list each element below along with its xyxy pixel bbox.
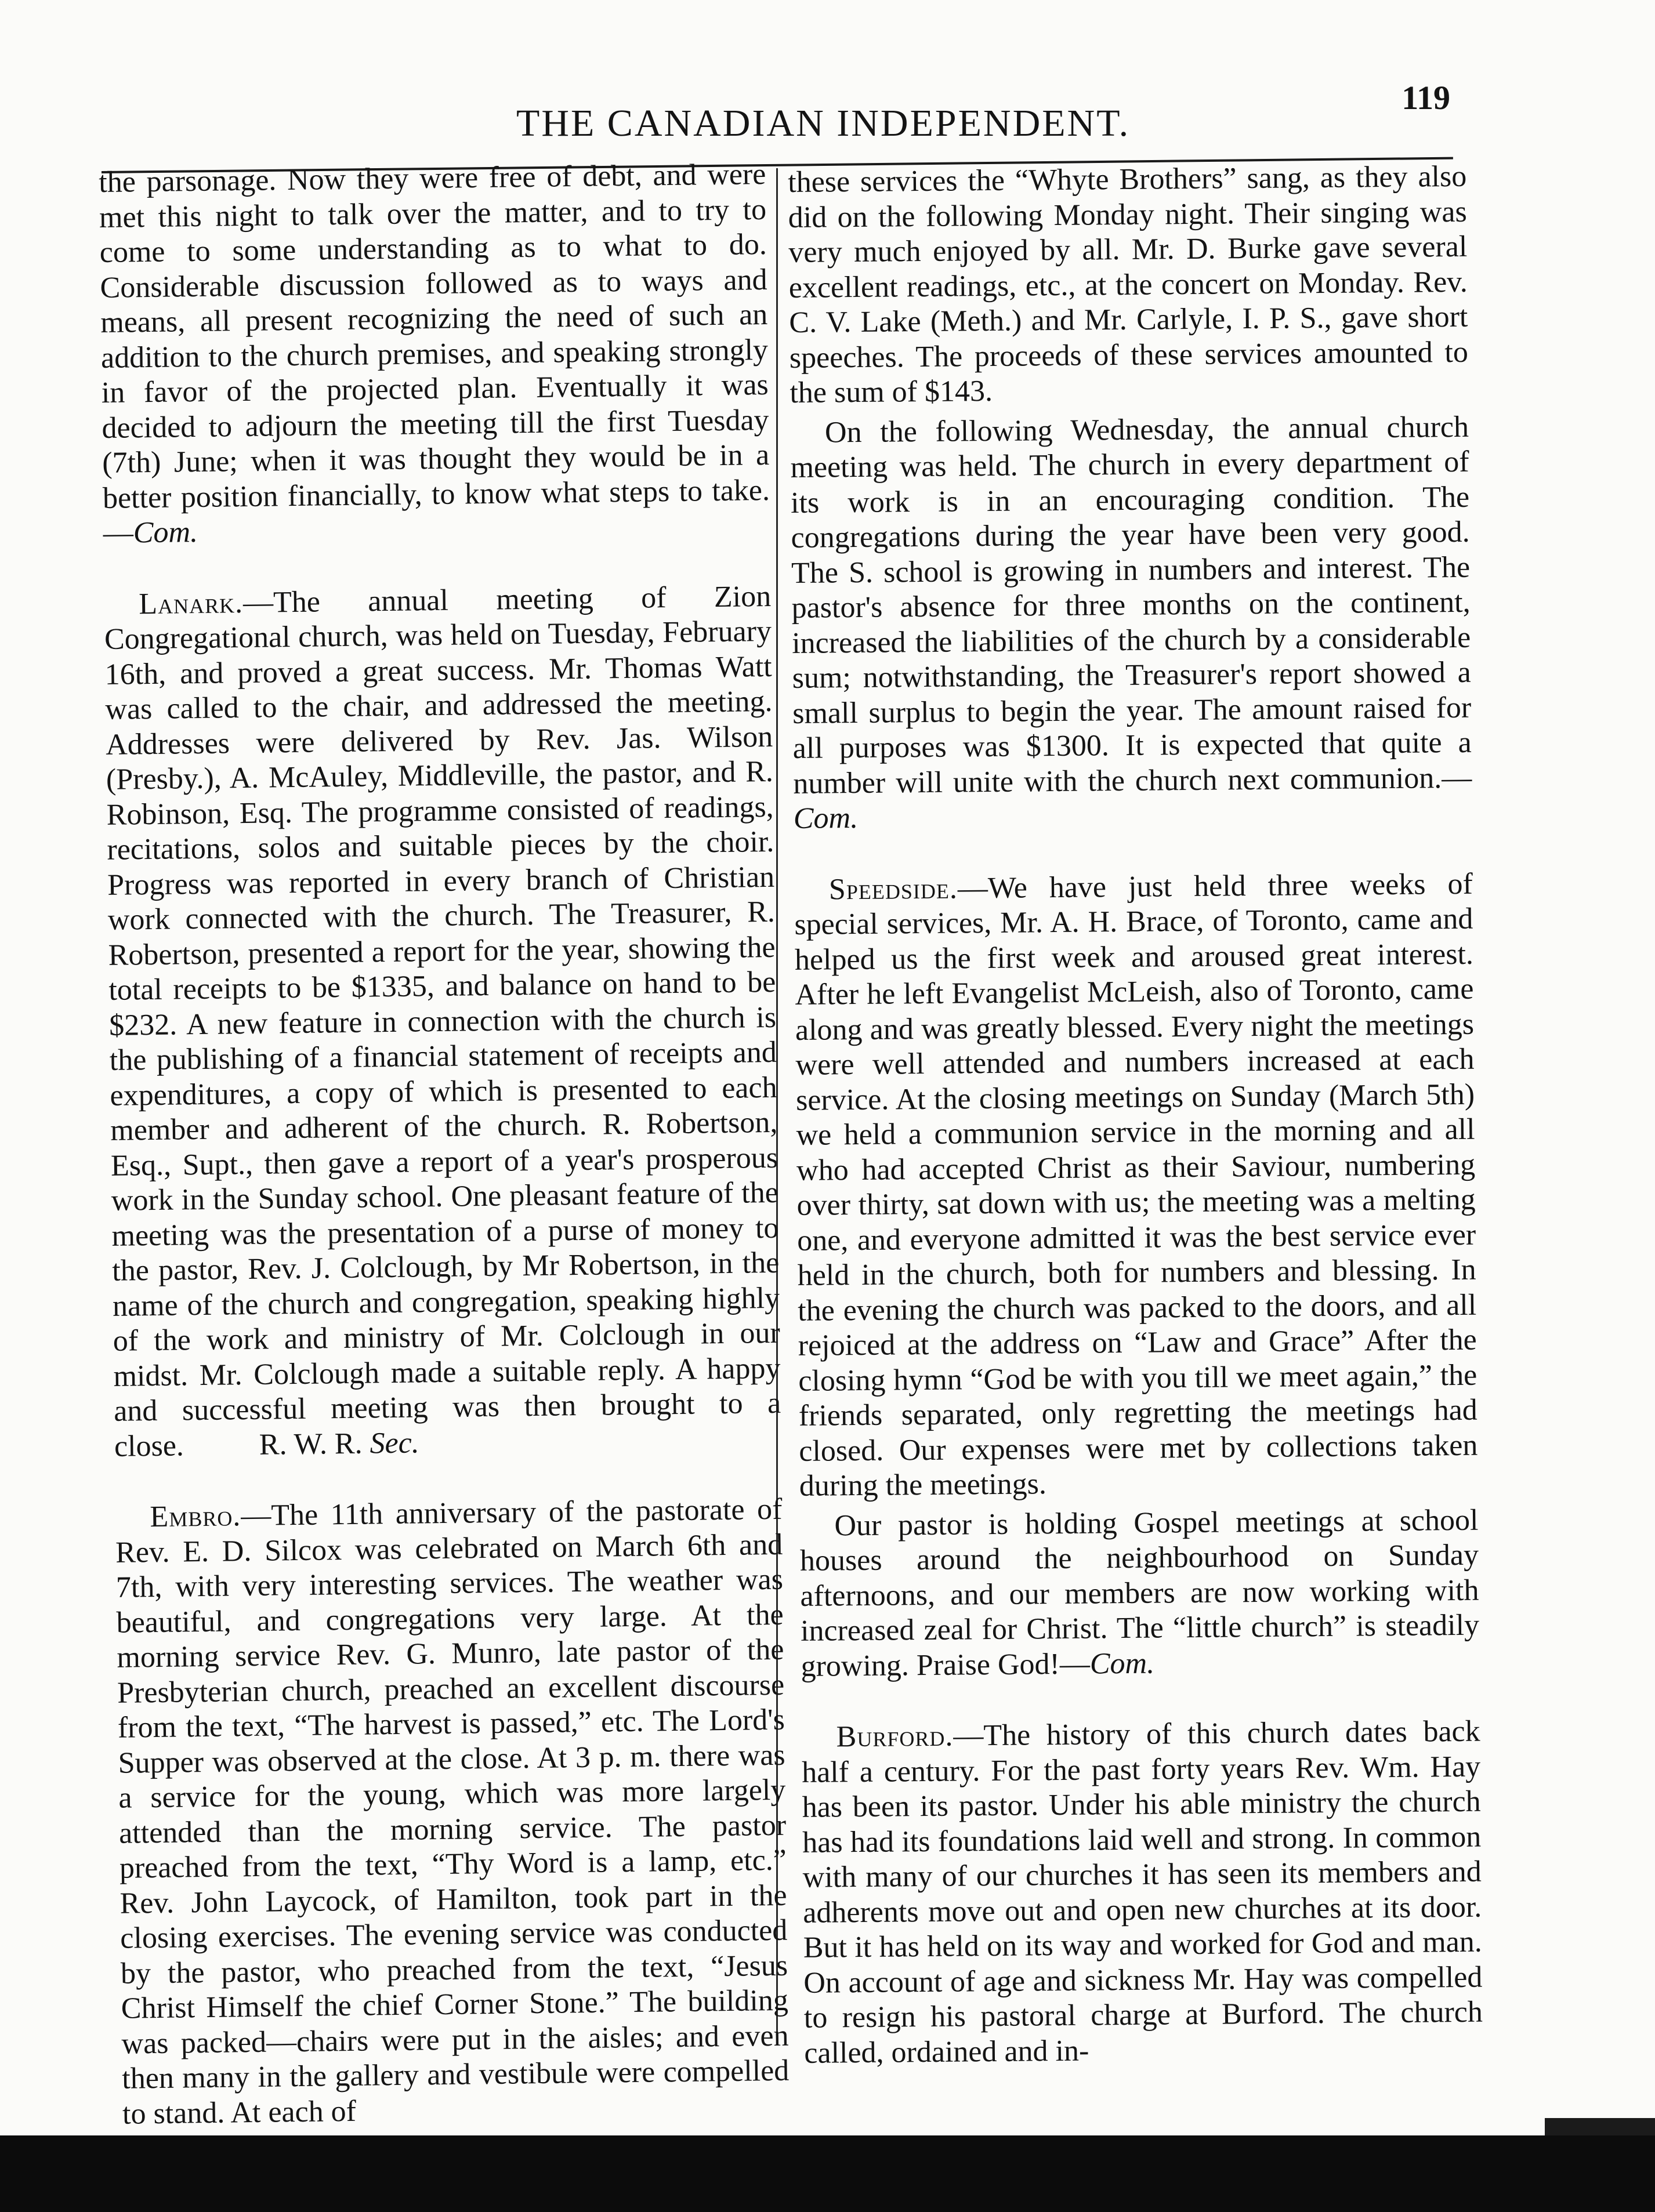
- right-column: [788, 159, 1483, 2070]
- speedside-signature: Com.: [1089, 1647, 1155, 1681]
- left-column: [99, 157, 790, 2131]
- journal-title: THE CANADIAN INDEPENDENT.: [516, 102, 1131, 144]
- burford-text: —The history of this church dates back half a century. For the past forty years Rev. Wm. Hay has been its pastor. Under his able ministry the church has had its foundations laid well and strong. In common with many of our churches it has seen its members and adherents move out and open new churches at its door. But it has held on its way and worked for God and man. On account of age and sickness Mr. Hay was compelled to resign his pastoral charge at Burford. The church called, ordained and in-: [801, 1714, 1483, 2070]
- speedside-heading: Speedside.: [828, 871, 958, 906]
- speedside-paragraph-2: [799, 1503, 1480, 1684]
- embro-heading: Embro.: [150, 1499, 241, 1534]
- burford-article: [801, 1714, 1483, 2071]
- running-head: [99, 78, 1450, 154]
- parsonage-signature: Com.: [133, 515, 198, 550]
- scan-edge-shadow: [1545, 2118, 1655, 2135]
- lanark-heading: Lanark.: [138, 586, 244, 621]
- lanark-article: [104, 579, 781, 1464]
- embro-annual-text: On the following Wednesday, the annual church meeting was held. The church in every department of its work is in an encouraging condition. The congregations during the year have been very good. The S. school is growing in numbers and interest. The pastor's absence for three months on the continent, increased the liabilities of the church by a considerable sum; notwithstanding, the Treasurer's report showed a small surplus to begin the year. The amount raised for all purposes was $1300. It is expected that quite a number will unite with the church next communion.—: [790, 410, 1472, 800]
- embro-annual-meeting: [790, 409, 1472, 836]
- lanark-signature-role: Sec.: [370, 1426, 420, 1460]
- embro-article: [115, 1492, 790, 2132]
- parsonage-text: the parsonage. Now they were free of debt, and were met this night to talk over the matter, and to try to come to some understanding as to what to do. Considerable discussion followed as to ways and means, all present recognizing the need of such an addition to the church premises, and speaking strongly in favor of the projected plan. Eventually it was decided to adjourn the meeting till the first Tuesday (7th) June; when it was thought they would be in a better position financially, to know what steps to take.—: [99, 157, 770, 550]
- speedside-text: —We have just held three weeks of special services, Mr. A. H. Brace, of Toronto, came and helped us the first week and aroused great interest. After he left Evangelist McLeish, also of Toronto, came along and was greatly blessed. Every night the meetings were well attended and numbers increased at each service. At the closing meetings on Sunday (March 5th) we held a communion service in the morning and all who had accepted Christ as their Saviour, numbering over thirty, sat down with us; the meeting was a melting one, and everyone admitted it was the best service ever held in the church, both for numbers and blessing. In the evening the church was packed to the doors, and all rejoiced at the address on “Law and Grace” After the closing hymn “God be with you till we meet again,” the friends separated, only regretting the meetings had closed. Our expenses were met by collections taken during the meetings.: [794, 867, 1478, 1503]
- burford-heading: Burford.: [836, 1719, 954, 1754]
- speedside-article: [794, 866, 1478, 1504]
- scan-bottom-border: [0, 2135, 1655, 2212]
- speedside-text-2: Our pastor is holding Gospel meetings at school houses around the neighbourhood on Sunday afternoons, and our members are now working with increased zeal for Christ. The “little church” is steadily growing. Praise God!—: [799, 1503, 1480, 1683]
- page-number: 119: [1402, 79, 1450, 117]
- lanark-signature-name: R. W. R.: [259, 1427, 363, 1462]
- embro-text: —The 11th anniversary of the pastorate of Rev. E. D. Silcox was celebrated on March 6th and 7th, with very interesting services. The weather was beautiful, and congregations very large. At the morning service Rev. G. Munro, late pastor of the Presbyterian church, preached an excellent discourse from the text, “The harvest is passed,” etc. The Lord's Supper was observed at the close. At 3 p. m. there was a service for the young, which was more largely attended than the morning service. The pastor preached from the text, “Thy Word is a lamp, etc.” Rev. John Laycock, of Hamilton, took part in the closing exercises. The evening service was conducted by the pastor, who preached from the text, “Jesus Christ Himself the chief Corner Stone.” The building was packed—chairs were put in the aisles; and even then many in the gallery and vestibule were compelled to stand. At each of: [115, 1492, 790, 2131]
- parsonage-paragraph: [99, 157, 770, 551]
- embro-continuation: these services the “Whyte Brothers” sang, as they also did on the following Monday night. Their singing was very much enjoyed by all. Mr. D. Burke gave several excellent readings, etc., at the concert on Monday. Rev. C. V. Lake (Meth.) and Mr. Carlyle, I. P. S., gave short speeches. The proceeds of these services amounted to the sum of $143.: [788, 159, 1469, 409]
- lanark-text: —The annual meeting of Zion Congregational church, was held on Tuesday, February 16th, and proved a great success. Mr. Thomas Watt was called to the chair, and addressed the meeting. Addresses were delivered by Rev. Jas. Wilson (Presby.), A. McAuley, Middleville, the pastor, and R. Robinson, Esq. The programme consisted of readings, recitations, solos and suitable pieces by the choir. Progress was reported in every branch of Christian work connected with the church. The Treasurer, R. Robertson, presented a report for the year, showing the total receipts to be $1335, and balance on hand to be $232. A new feature in connection with the church is the publishing of a financial statement of receipts and expenditures, a copy of which is presented to each member and adherent of the church. R. Robertson, Esq., Supt., then gave a report of a year's prosperous work in the Sunday school. One pleasant feature of the meeting was the presentation of a purse of money to the pastor, Rev. J. Colclough, by Mr Robertson, in the name of the church and congregation, speaking highly of the work and ministry of Mr. Colclough in our midst. Mr. Colclough made a suitable reply. A happy and successful meeting was then brought to a close.: [104, 579, 781, 1463]
- embro-signature: Com.: [793, 801, 859, 835]
